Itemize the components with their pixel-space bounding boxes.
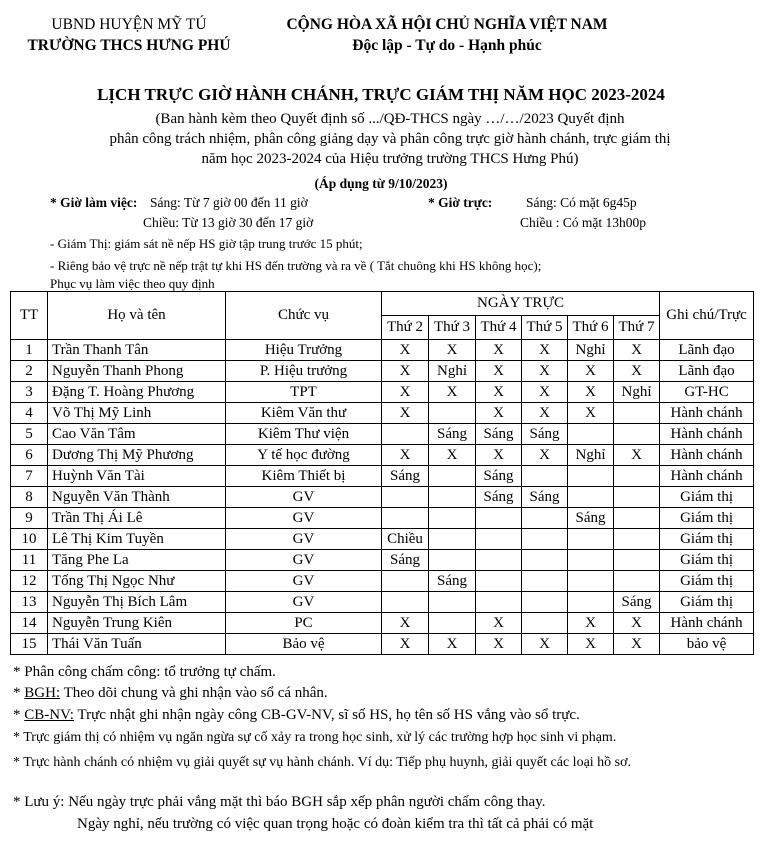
footer-text: Theo dõi chung và ghi nhận vào sổ cá nhân. [60,685,328,701]
cell-day [568,550,614,571]
org-line2: TRƯỜNG THCS HƯNG PHÚ [27,37,231,54]
cell-tt: 12 [11,571,48,592]
cell-name: Dương Thị Mỹ Phương [48,445,226,466]
cell-day [522,592,568,613]
cell-tt: 1 [11,340,48,361]
cell-day: X [382,382,429,403]
cell-day [382,508,429,529]
cell-day: X [429,634,476,655]
cell-day: Sáng [429,424,476,445]
table-row [11,613,754,634]
cell-day: X [568,403,614,424]
cell-day: Sáng [614,592,660,613]
table-row [11,340,754,361]
cell-day [614,508,660,529]
cell-day [568,571,614,592]
duty-hours-morning: Sáng: Có mặt 6g45p [526,195,637,210]
cell-tt: 5 [11,424,48,445]
cell-position: Kiêm Thư viện [226,424,382,445]
cell-day: X [476,382,522,403]
cell-day [568,466,614,487]
cell-note: Giám thị [660,508,754,529]
cell-note: Hành chánh [660,424,754,445]
header-day: Thứ 5 [522,316,568,340]
cell-day: X [476,340,522,361]
cell-position: GV [226,592,382,613]
cell-tt: 7 [11,466,48,487]
cell-day [429,508,476,529]
cell-position: Hiệu Trưởng [226,340,382,361]
table-row [11,634,754,655]
table-row [11,403,754,424]
header-day: Thứ 2 [382,316,429,340]
footer-note-cbnv [13,707,580,724]
table-row [11,487,754,508]
cell-day [614,403,660,424]
table-body [11,340,754,655]
cell-day [429,403,476,424]
cell-day: X [522,403,568,424]
cell-name: Nguyễn Thị Bích Lâm [48,592,226,613]
header-day: Thứ 4 [476,316,522,340]
cell-name: Tăng Phe La [48,550,226,571]
cell-name: Cao Văn Tâm [48,424,226,445]
cell-day: X [382,361,429,382]
cell-day: Sáng [476,466,522,487]
footer-prefix: * [13,707,25,723]
cell-day: X [429,382,476,403]
cell-day: X [522,634,568,655]
cell-name: Trần Thị Ái Lê [48,508,226,529]
header-duty-days: NGÀY TRỰC [382,292,660,316]
cell-day [382,592,429,613]
cell-position: Bảo vệ [226,634,382,655]
cell-name: Nguyễn Trung Kiên [48,613,226,634]
cell-day [522,466,568,487]
header-position: Chức vụ [226,292,382,340]
cell-day: X [522,361,568,382]
cell-day [614,571,660,592]
cell-day [568,424,614,445]
footer-label: CB-NV: [24,707,74,723]
cell-note: Lãnh đạo [660,361,754,382]
cell-day: X [522,382,568,403]
cell-day: X [614,613,660,634]
cell-day [382,424,429,445]
note-line: Phục vụ làm việc theo quy định [50,276,215,291]
national-header [266,14,628,56]
cell-tt: 2 [11,361,48,382]
cell-day: Nghỉ [568,445,614,466]
cell-day: X [382,613,429,634]
cell-position: GV [226,550,382,571]
footer-note: * Lưu ý: Nếu ngày trực phải vắng mặt thì báo BGH sắp xếp phân người chấm công thay. [13,794,546,810]
cell-tt: 14 [11,613,48,634]
cell-position: GV [226,571,382,592]
table-row [11,382,754,403]
cell-day [429,613,476,634]
cell-tt: 4 [11,403,48,424]
cell-day [522,613,568,634]
header-day: Thứ 3 [429,316,476,340]
cell-day [568,487,614,508]
cell-day [522,550,568,571]
cell-tt: 8 [11,487,48,508]
document-subtitle [40,109,740,169]
footer-note: * Trực hành chánh có nhiệm vụ giải quyết sự vụ hành chánh. Ví dụ: Tiếp phụ huynh, giải quyết các loại hồ sơ. [13,755,632,770]
cell-day: Nghỉ [614,382,660,403]
cell-name: Huỳnh Văn Tài [48,466,226,487]
cell-position: TPT [226,382,382,403]
cell-name: Thái Văn Tuấn [48,634,226,655]
cell-day: Nghỉ [568,340,614,361]
cell-day: X [476,445,522,466]
cell-day: X [476,361,522,382]
duty-schedule-table [10,291,754,655]
cell-name: Lê Thị Kim Tuyền [48,529,226,550]
cell-day [476,571,522,592]
cell-day: X [614,340,660,361]
table-row [11,445,754,466]
cell-name: Nguyễn Văn Thành [48,487,226,508]
cell-day [429,529,476,550]
note-line: - Giám Thị: giám sát nề nếp HS giờ tập trung trước 15 phút; [50,236,363,251]
cell-tt: 6 [11,445,48,466]
duty-hours-label: * Giờ trực: [428,195,493,210]
cell-note: Giám thị [660,550,754,571]
cell-day: X [568,382,614,403]
cell-position: GV [226,508,382,529]
cell-tt: 10 [11,529,48,550]
cell-day: Sáng [476,487,522,508]
cell-day [429,592,476,613]
org-line1: UBND HUYỆN MỸ TÚ [51,16,207,33]
footer-note: Ngày nghỉ, nếu trường có việc quan trọng hoặc có đoàn kiểm tra thì tất cả phải có mặt [77,816,594,832]
header-day: Thứ 7 [614,316,660,340]
cell-note: Giám thị [660,592,754,613]
cell-position: PC [226,613,382,634]
cell-day [614,424,660,445]
cell-day [429,487,476,508]
cell-note: bảo vệ [660,634,754,655]
cell-day [522,529,568,550]
cell-position: Kiêm Thiết bị [226,466,382,487]
cell-day: X [476,613,522,634]
footer-prefix: * [13,685,25,701]
table-row [11,550,754,571]
cell-day: Sáng [476,424,522,445]
note-line: - Riêng bảo vệ trực nề nếp trật tự khi HS đến trường và ra về ( Tắt chuông khi HS không học); [50,258,542,273]
cell-note: Hành chánh [660,403,754,424]
footer-text: Trực nhật ghi nhận ngày công CB-GV-NV, sĩ số HS, họ tên số HS vắng vào sổ trực. [73,707,580,723]
cell-name: Võ Thị Mỹ Linh [48,403,226,424]
subtitle-line: (Ban hành kèm theo Quyết định số .../QĐ-THCS ngày …/…/2023 Quyết định [155,111,625,127]
cell-day: X [614,634,660,655]
cell-day [568,529,614,550]
cell-day [429,550,476,571]
cell-day [476,508,522,529]
cell-day: X [429,340,476,361]
cell-day: X [522,340,568,361]
cell-tt: 3 [11,382,48,403]
subtitle-line: năm học 2023-2024 của Hiệu trưởng trường THCS Hưng Phú) [201,151,579,167]
table-row [11,571,754,592]
footer-note: * Trực giám thị có nhiệm vụ ngăn ngừa sự cố xảy ra trong học sinh, xử lý các trường hợp học sinh vi phạm. [13,730,617,745]
table-row [11,508,754,529]
cell-tt: 15 [11,634,48,655]
subtitle-line: phân công trách nhiệm, phân công giảng dạy và phân công trực giờ hành chánh, trực giám thị [109,131,671,147]
cell-day [568,592,614,613]
cell-day: Sáng [382,550,429,571]
cell-day: Sáng [522,424,568,445]
header-day: Thứ 6 [568,316,614,340]
footer-label: BGH: [24,685,61,701]
cell-day [382,487,429,508]
cell-day: Chiều [382,529,429,550]
header-name: Họ và tên [48,292,226,340]
cell-day: X [429,445,476,466]
organization-header [0,14,258,56]
cell-note: Giám thị [660,571,754,592]
document-title: LỊCH TRỰC GIỜ HÀNH CHÁNH, TRỰC GIÁM THỊ NĂM HỌC 2023-2024 [97,85,665,104]
cell-position: Y tế học đường [226,445,382,466]
cell-day [614,487,660,508]
cell-day: Nghỉ [429,361,476,382]
cell-day: X [568,361,614,382]
cell-day: X [476,403,522,424]
cell-day [522,571,568,592]
work-hours-morning: Sáng: Từ 7 giờ 00 đến 11 giờ [150,195,308,210]
cell-name: Đặng T. Hoàng Phương [48,382,226,403]
cell-day [429,466,476,487]
cell-day: X [382,445,429,466]
cell-day: X [522,445,568,466]
cell-note: GT-HC [660,382,754,403]
cell-day: Sáng [522,487,568,508]
nation-line1: CỘNG HÒA XÃ HỘI CHỦ NGHĨA VIỆT NAM [286,16,608,33]
cell-day [614,550,660,571]
cell-day [522,508,568,529]
cell-name: Nguyễn Thanh Phong [48,361,226,382]
cell-day [614,529,660,550]
table-row [11,361,754,382]
cell-day [382,571,429,592]
cell-tt: 11 [11,550,48,571]
cell-day: Sáng [382,466,429,487]
cell-position: GV [226,529,382,550]
apply-date-note: (Áp dụng từ 9/10/2023) [314,176,448,191]
cell-day: X [614,445,660,466]
cell-day: X [568,613,614,634]
cell-day [476,529,522,550]
cell-note: Hành chánh [660,466,754,487]
cell-day [476,550,522,571]
nation-line2: Độc lập - Tự do - Hạnh phúc [352,37,542,54]
footer-note: * Phân công chấm công: tổ trưởng tự chấm. [13,664,276,680]
cell-tt: 13 [11,592,48,613]
table-row [11,592,754,613]
header-note: Ghi chú/Trực [660,292,754,340]
cell-day: Sáng [568,508,614,529]
cell-position: P. Hiệu trưởng [226,361,382,382]
cell-position: Kiêm Văn thư [226,403,382,424]
cell-name: Trần Thanh Tân [48,340,226,361]
cell-note: Hành chánh [660,613,754,634]
work-hours-label: * Giờ làm việc: [50,195,138,210]
cell-day: Sáng [429,571,476,592]
cell-tt: 9 [11,508,48,529]
cell-day [476,592,522,613]
cell-day: X [382,403,429,424]
cell-position: GV [226,487,382,508]
footer-note-bgh [13,685,328,702]
cell-note: Giám thị [660,487,754,508]
cell-note: Hành chánh [660,445,754,466]
table-row [11,424,754,445]
cell-note: Lãnh đạo [660,340,754,361]
cell-day [614,466,660,487]
cell-day: X [476,634,522,655]
cell-day: X [382,340,429,361]
cell-day: X [382,634,429,655]
table-row [11,529,754,550]
cell-name: Tống Thị Ngọc Như [48,571,226,592]
cell-day: X [614,361,660,382]
header-tt: TT [11,292,48,340]
cell-note: Giám thị [660,529,754,550]
work-hours-afternoon: Chiều: Từ 13 giờ 30 đến 17 giờ [143,215,314,230]
duty-hours-afternoon: Chiều : Có mặt 13h00p [520,215,646,230]
table-row [11,466,754,487]
cell-day: X [568,634,614,655]
